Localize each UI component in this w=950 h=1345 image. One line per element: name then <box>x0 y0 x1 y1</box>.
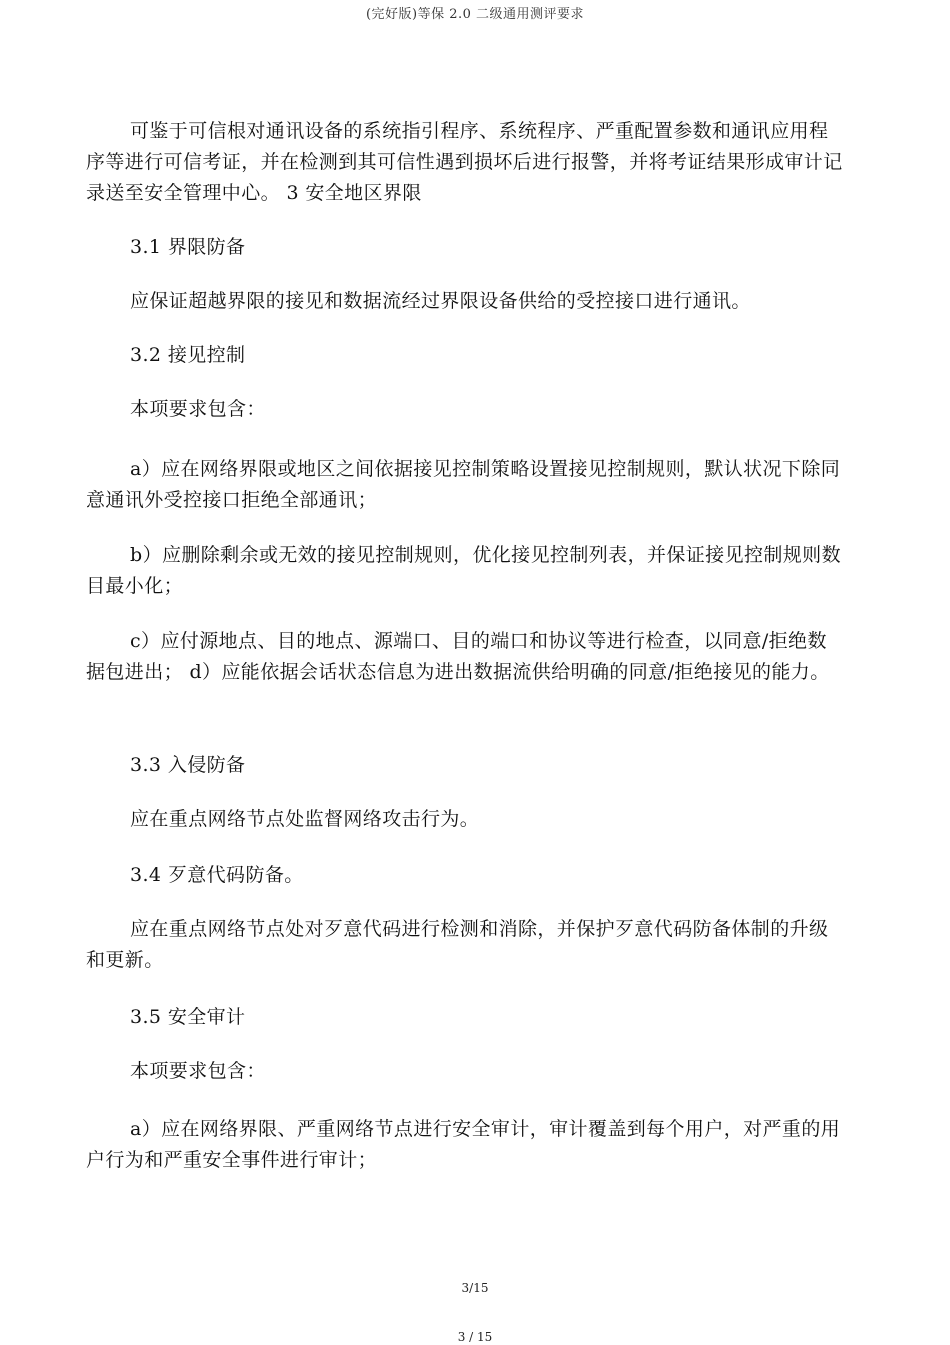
page-number-inner: 3/15 <box>461 1281 489 1295</box>
page-number-outer: 3 / 15 <box>457 1330 493 1344</box>
document-header: (完好版)等保 2.0 二级通用测评要求 <box>365 7 585 22</box>
paragraph-requirements-intro-1: 本项要求包含： <box>130 398 266 420</box>
section-heading-3-2: 3.2 接见控制 <box>130 344 246 366</box>
paragraph-intrusion-prevention: 应在重点网络节点处监督网络攻击行为。 <box>130 808 480 830</box>
section-heading-3-1: 3.1 界限防备 <box>130 236 246 258</box>
paragraph-requirements-intro-2: 本项要求包含： <box>130 1060 266 1082</box>
paragraph-trusted-verification: 可鉴于可信根对通讯设备的系统指引程序、系统程序、严重配置参数和通讯应用程序等进行可信考证，并在检测到其可信性遇到损坏后进行报警，并将考证结果形成审计记录送至安全管理中心。 3 安全地区界限 <box>86 120 843 204</box>
section-heading-3-5: 3.5 安全审计 <box>130 1006 246 1028</box>
list-item-b-remove-rules: b）应删除剩余或无效的接见控制规则，优化接见控制列表，并保证接见控制规则数目最小化； <box>86 544 841 597</box>
paragraph-malware-prevention: 应在重点网络节点处对歹意代码进行检测和消除，并保护歹意代码防备体制的升级和更新。 <box>86 918 829 971</box>
list-item-cd-packet-check: c）应付源地点、目的地点、源端口、目的端口和协议等进行检查，以同意/拒绝数据包进出； d）应能依据会话状态信息为进出数据流供给明确的同意/拒绝接见的能力。 <box>86 630 830 683</box>
paragraph-boundary-protection: 应保证超越界限的接见和数据流经过界限设备供给的受控接口进行通讯。 <box>130 290 751 312</box>
list-item-a-access-rules: a）应在网络界限或地区之间依据接见控制策略设置接见控制规则，默认状况下除同意通讯外受控接口拒绝全部通讯； <box>86 458 841 511</box>
section-heading-3-4: 3.4 歹意代码防备。 <box>130 864 304 886</box>
section-heading-3-3: 3.3 入侵防备 <box>130 754 246 776</box>
list-item-a-security-audit: a）应在网络界限、严重网络节点进行安全审计，审计覆盖到每个用户，对严重的用户行为和严重安全事件进行审计； <box>86 1118 841 1171</box>
